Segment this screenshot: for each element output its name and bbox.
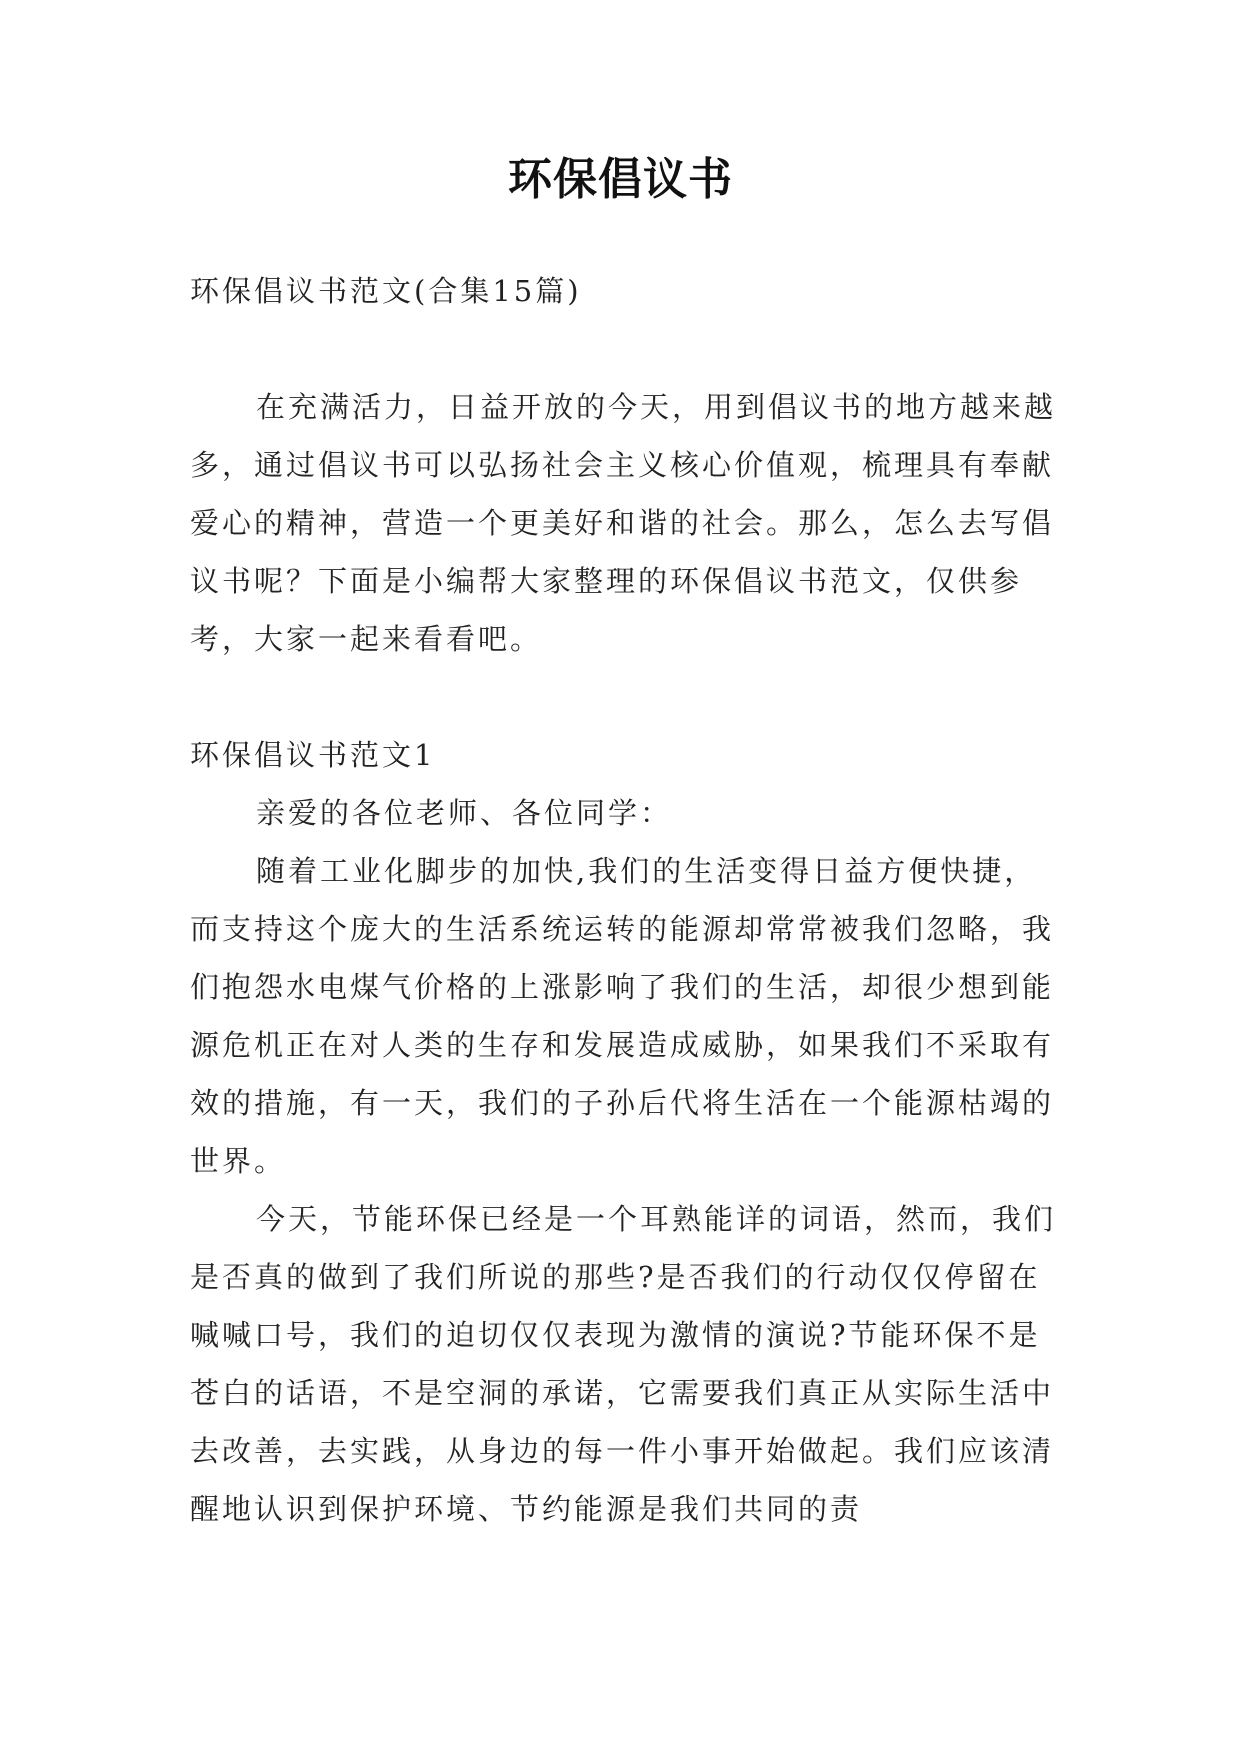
intro-paragraph: 在充满活力，日益开放的今天，用到倡议书的地方越来越多，通过倡议书可以弘扬社会主义核心价值观，梳理具有奉献爱心的精神，营造一个更美好和谐的社会。那么，怎么去写倡议书呢？下面是小编帮大家整理的环保倡议书范文，仅供参考，大家一起来看看吧。 bbox=[190, 390, 1057, 656]
document-body bbox=[190, 262, 1060, 1538]
body-paragraph-2: 今天，节能环保已经是一个耳熟能详的词语，然而，我们是否真的做到了我们所说的那些?是否我们的行动仅仅停留在喊喊口号，我们的迫切仅仅表现为激情的演说?节能环保不是苍白的话语，不是空洞的承诺，它需要我们真正从实际生活中去改善，去实践，从身边的每一件小事开始做起。我们应该清醒地认识到保护环境、节约能源是我们共同的责 bbox=[190, 1202, 1057, 1526]
body-paragraph-1: 随着工业化脚步的加快,我们的生活变得日益方便快捷，而支持这个庞大的生活系统运转的能源却常常被我们忽略，我们抱怨水电煤气价格的上涨影响了我们的生活，却很少想到能源危机正在对人类的生存和发展造成威胁，如果我们不采取有效的措施，有一天，我们的子孙后代将生活在一个能源枯竭的世界。 bbox=[190, 854, 1055, 1178]
salutation: 亲爱的各位老师、各位同学： bbox=[256, 796, 673, 830]
document-title: 环保倡议书 bbox=[508, 154, 733, 205]
section-heading: 环保倡议书范文1 bbox=[190, 738, 436, 772]
document-subtitle: 环保倡议书范文(合集15篇) bbox=[190, 274, 582, 308]
